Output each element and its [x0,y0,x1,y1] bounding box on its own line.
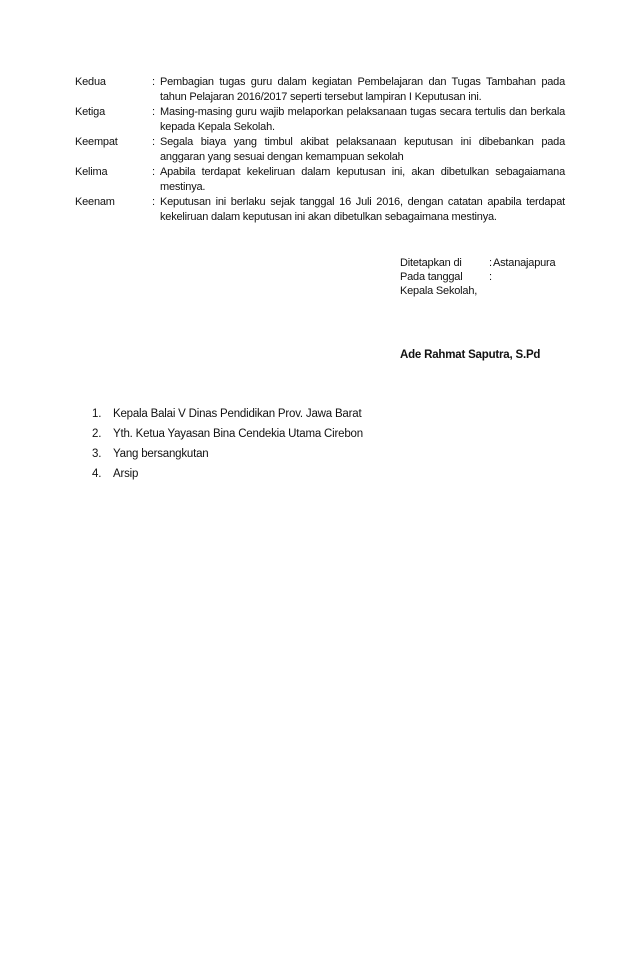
decision-label: Keempat [75,136,118,148]
list-item [92,447,363,467]
list-item [92,467,363,487]
list-item [92,427,363,447]
decision-ketiga [75,105,565,135]
decision-text: Masing-masing guru wajib melaporkan pelaksanaan tugas secara tertulis dan berkala kepada Kepala Sekolah. [160,106,565,133]
decision-keempat [75,135,565,165]
place-colon: : [489,257,492,269]
decision-colon: : [152,106,155,118]
decision-colon: : [152,196,155,208]
place-value: Astanajapura [493,257,556,269]
carbon-copy-list [92,407,363,487]
signer-position: Kepala Sekolah, [400,285,478,297]
list-number: 2. [92,428,102,440]
decision-kelima [75,165,565,195]
list-number: 1. [92,408,102,420]
decision-text: Pembagian tugas guru dalam kegiatan Pembelajaran dan Tugas Tambahan pada tahun Pelajaran 2016/2017 seperti tersebut lampiran I Keputusan ini. [160,76,565,103]
signer-name: Ade Rahmat Saputra, S.Pd [400,349,541,361]
list-text: Yth. Ketua Yayasan Bina Cendekia Utama Cirebon [113,428,363,440]
date-colon: : [489,271,492,283]
decision-kedua [75,75,565,105]
place-label: Ditetapkan di [400,257,462,269]
decision-text: Apabila terdapat kekeliruan dalam keputusan ini, akan dibetulkan sebagaiamana mestinya. [160,166,565,193]
decision-text: Keputusan ini berlaku sejak tanggal 16 Juli 2016, dengan catatan apabila terdapat kekeliruan dalam keputusan ini akan dibetulkan sebagaimana mestinya. [160,196,565,223]
list-text: Arsip [113,468,139,480]
decision-label: Ketiga [75,106,105,118]
decision-colon: : [152,136,155,148]
decision-label: Keenam [75,196,115,208]
list-number: 4. [92,468,102,480]
decision-keenam [75,195,565,225]
decision-colon: : [152,166,155,178]
decision-label: Kelima [75,166,108,178]
date-label: Pada tanggal [400,271,463,283]
list-item [92,407,363,427]
list-text: Kepala Balai V Dinas Pendidikan Prov. Jawa Barat [113,408,362,420]
decision-text: Segala biaya yang timbul akibat pelaksanaan keputusan ini dibebankan pada anggaran yang sesuai dengan kemampuan sekolah [160,136,565,163]
list-number: 3. [92,448,102,460]
decision-label: Kedua [75,76,106,88]
list-text: Yang bersangkutan [113,448,209,460]
decision-colon: : [152,76,155,88]
